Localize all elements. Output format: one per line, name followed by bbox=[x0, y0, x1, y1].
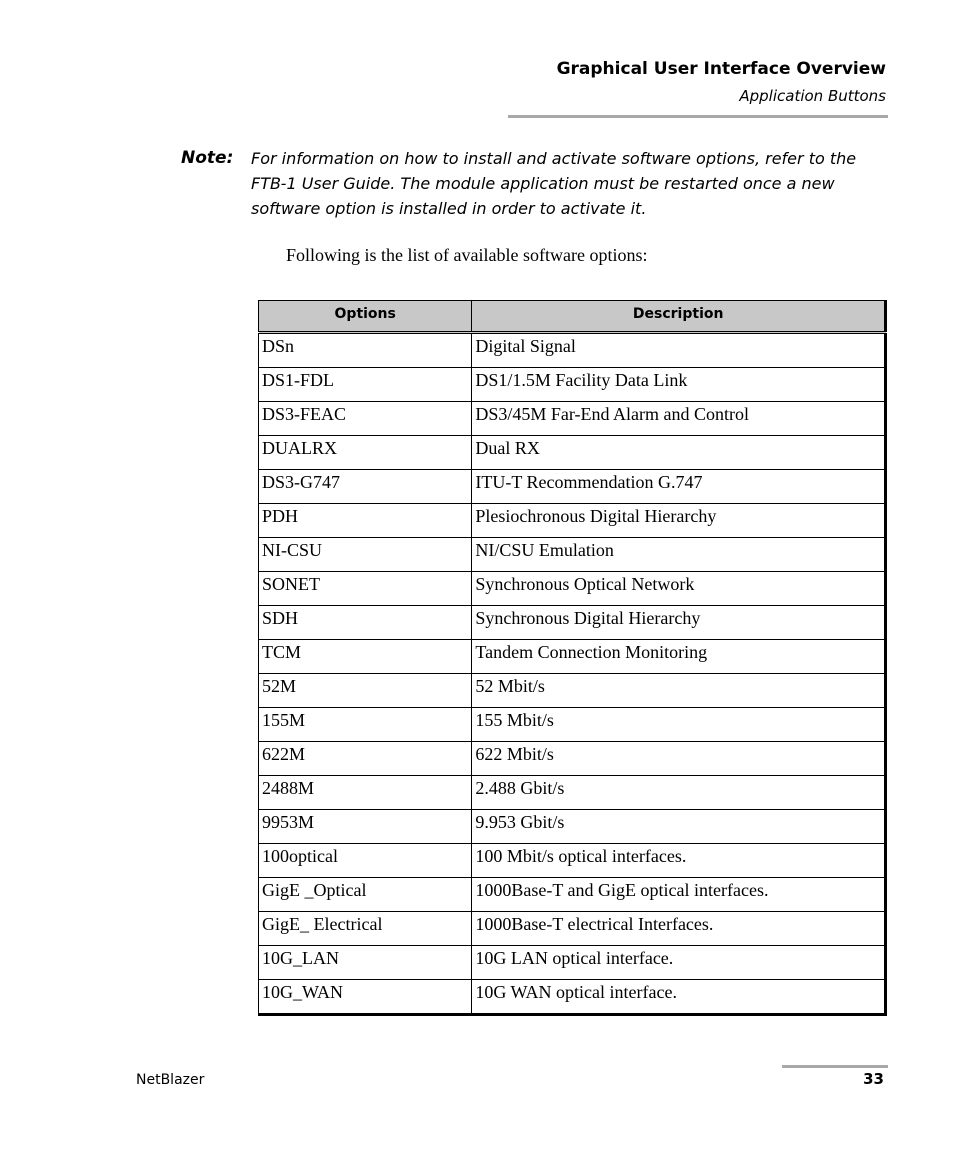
option-description-cell: 10G LAN optical interface. bbox=[472, 946, 886, 980]
option-description-cell: DS3/45M Far-End Alarm and Control bbox=[472, 402, 886, 436]
software-options-table bbox=[258, 300, 887, 1016]
option-name-cell: SONET bbox=[259, 572, 472, 606]
table-row bbox=[259, 912, 886, 946]
option-name-cell: PDH bbox=[259, 504, 472, 538]
option-name-cell: TCM bbox=[259, 640, 472, 674]
option-name-cell: GigE _Optical bbox=[259, 878, 472, 912]
option-description-cell: 622 Mbit/s bbox=[472, 742, 886, 776]
table-row bbox=[259, 504, 886, 538]
table-row bbox=[259, 470, 886, 504]
option-name-cell: 52M bbox=[259, 674, 472, 708]
option-description-cell: Plesiochronous Digital Hierarchy bbox=[472, 504, 886, 538]
option-description-cell: 1000Base-T electrical Interfaces. bbox=[472, 912, 886, 946]
option-name-cell: DSn bbox=[259, 333, 472, 368]
table-row bbox=[259, 708, 886, 742]
option-name-cell: NI-CSU bbox=[259, 538, 472, 572]
option-name-cell: DUALRX bbox=[259, 436, 472, 470]
option-name-cell: 10G_LAN bbox=[259, 946, 472, 980]
note-text: For information on how to install and activate software options, refer to the FTB-1 User Guide. The module application must be restarted once a new software option is installed in order to activate it. bbox=[251, 149, 857, 218]
table-row bbox=[259, 572, 886, 606]
table-row bbox=[259, 333, 886, 368]
table-row bbox=[259, 640, 886, 674]
option-name-cell: 10G_WAN bbox=[259, 980, 472, 1015]
table-row bbox=[259, 980, 886, 1015]
table-row bbox=[259, 402, 886, 436]
table-row bbox=[259, 776, 886, 810]
intro-paragraph: Following is the list of available software options: bbox=[286, 245, 648, 265]
option-name-cell: DS1-FDL bbox=[259, 368, 472, 402]
option-name-cell: DS3-FEAC bbox=[259, 402, 472, 436]
footer-product-name: NetBlazer bbox=[136, 1072, 205, 1088]
option-description-cell: Tandem Connection Monitoring bbox=[472, 640, 886, 674]
option-description-cell: 10G WAN optical interface. bbox=[472, 980, 886, 1015]
option-description-cell: 155 Mbit/s bbox=[472, 708, 886, 742]
option-description-cell: Synchronous Optical Network bbox=[472, 572, 886, 606]
column-header-description: Description bbox=[472, 301, 886, 333]
option-description-cell: NI/CSU Emulation bbox=[472, 538, 886, 572]
option-description-cell: 9.953 Gbit/s bbox=[472, 810, 886, 844]
table-header-row bbox=[259, 301, 886, 333]
option-name-cell: GigE_ Electrical bbox=[259, 912, 472, 946]
table-row bbox=[259, 674, 886, 708]
footer-divider bbox=[782, 1065, 888, 1068]
section-title: Graphical User Interface Overview bbox=[556, 59, 886, 79]
table-row bbox=[259, 742, 886, 776]
table-row bbox=[259, 810, 886, 844]
table-row bbox=[259, 436, 886, 470]
table-body bbox=[259, 333, 886, 1015]
table-row bbox=[259, 368, 886, 402]
option-name-cell: 100optical bbox=[259, 844, 472, 878]
page-number: 33 bbox=[863, 1070, 884, 1088]
page-header bbox=[557, 58, 886, 106]
table-row bbox=[259, 844, 886, 878]
table-row bbox=[259, 878, 886, 912]
option-name-cell: 2488M bbox=[259, 776, 472, 810]
option-description-cell: Synchronous Digital Hierarchy bbox=[472, 606, 886, 640]
option-name-cell: DS3-G747 bbox=[259, 470, 472, 504]
option-description-cell: ITU-T Recommendation G.747 bbox=[472, 470, 886, 504]
table-row bbox=[259, 606, 886, 640]
option-description-cell: 100 Mbit/s optical interfaces. bbox=[472, 844, 886, 878]
option-description-cell: 52 Mbit/s bbox=[472, 674, 886, 708]
option-description-cell: Dual RX bbox=[472, 436, 886, 470]
table-row bbox=[259, 946, 886, 980]
option-name-cell: 9953M bbox=[259, 810, 472, 844]
option-name-cell: 155M bbox=[259, 708, 472, 742]
option-name-cell: 622M bbox=[259, 742, 472, 776]
section-subtitle: Application Buttons bbox=[739, 87, 886, 105]
option-description-cell: 1000Base-T and GigE optical interfaces. bbox=[472, 878, 886, 912]
option-description-cell: Digital Signal bbox=[472, 333, 886, 368]
column-header-options: Options bbox=[259, 301, 472, 333]
option-name-cell: SDH bbox=[259, 606, 472, 640]
option-description-cell: DS1/1.5M Facility Data Link bbox=[472, 368, 886, 402]
option-description-cell: 2.488 Gbit/s bbox=[472, 776, 886, 810]
note-label: Note: bbox=[181, 148, 234, 168]
header-divider bbox=[508, 115, 888, 118]
table-row bbox=[259, 538, 886, 572]
